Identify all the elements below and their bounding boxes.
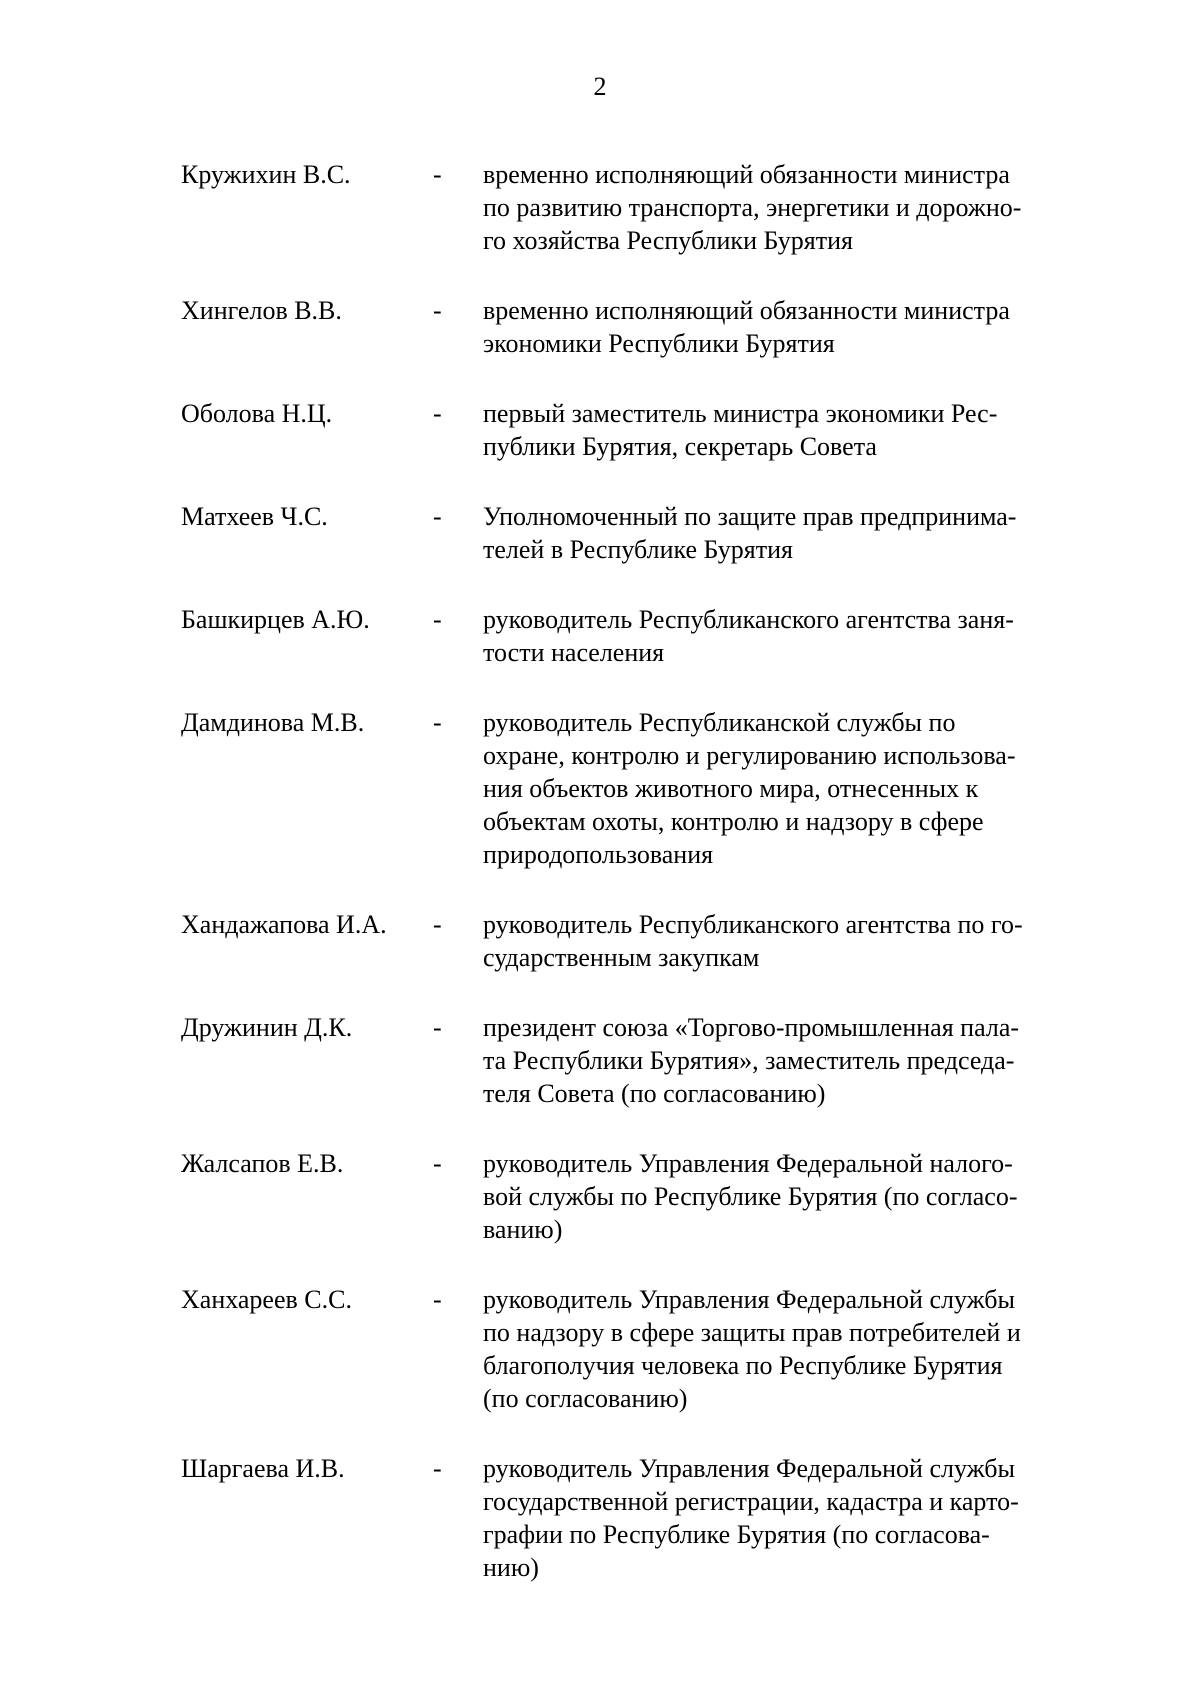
member-name: Ханхареев С.С. [181, 1285, 352, 1314]
member-row [181, 908, 1091, 974]
page-number: 2 [593, 72, 607, 101]
member-list [181, 158, 1091, 1621]
member-name: Хингелов В.В. [181, 296, 342, 325]
member-role: руководитель Управления Федеральной налого- вой службы по Республике Бурятия (по согласо- ванию) [483, 1149, 1018, 1244]
member-row [181, 397, 1091, 463]
member-role: руководитель Управления Федеральной службы государственной регистрации, кадастра и карто- графии по Республике Бурятия (по согласова- нию) [483, 1454, 1019, 1582]
member-role: временно исполняющий обязанности министра по развитию транспорта, энергетики и дорожно- го хозяйства Республики Бурятия [483, 160, 1022, 255]
member-role: руководитель Республиканского агентства заня- тости населения [483, 605, 1014, 667]
member-row [181, 1011, 1091, 1110]
member-row [181, 1283, 1091, 1415]
member-role: временно исполняющий обязанности министра экономики Республики Бурятия [483, 296, 1010, 358]
member-name: Шаргаева И.В. [181, 1454, 345, 1483]
dash-separator: - [433, 1285, 442, 1314]
dash-separator: - [433, 910, 442, 939]
member-name: Дамдинова М.В. [181, 708, 365, 737]
member-role: руководитель Республиканской службы по охране, контролю и регулированию использова- ния объектов животного мира, отнесенных к объектам охоты, контролю и надзору в сфере природопользования [483, 708, 1016, 869]
member-row [181, 294, 1091, 360]
dash-separator: - [433, 160, 442, 189]
member-row [181, 158, 1091, 257]
member-name: Жалсапов Е.В. [181, 1149, 344, 1178]
dash-separator: - [433, 1013, 442, 1042]
member-role: руководитель Республиканского агентства по го- сударственным закупкам [483, 910, 1023, 972]
dash-separator: - [433, 399, 442, 428]
member-name: Башкирцев А.Ю. [181, 605, 370, 634]
member-role: президент союза «Торгово-промышленная пала- та Республики Бурятия», заместитель председа- теля Совета (по согласованию) [483, 1013, 1020, 1108]
member-row [181, 706, 1091, 871]
member-role: руководитель Управления Федеральной службы по надзору в сфере защиты прав потребителей и благополучия человека по Республике Бурятия (по согласованию) [483, 1285, 1021, 1413]
member-name: Матхеев Ч.С. [181, 502, 328, 531]
member-row [181, 500, 1091, 566]
member-row [181, 603, 1091, 669]
member-role: первый заместитель министра экономики Рес- публики Бурятия, секретарь Совета [483, 399, 998, 461]
member-role: Уполномоченный по защите прав предпринима- телей в Республике Бурятия [483, 502, 1017, 564]
dash-separator: - [433, 296, 442, 325]
member-row [181, 1147, 1091, 1246]
dash-separator: - [433, 605, 442, 634]
member-name: Кружихин В.С. [181, 160, 351, 189]
dash-separator: - [433, 708, 442, 737]
member-name: Оболова Н.Ц. [181, 399, 333, 428]
member-row [181, 1452, 1091, 1584]
dash-separator: - [433, 502, 442, 531]
dash-separator: - [433, 1454, 442, 1483]
member-name: Хандажапова И.А. [181, 910, 387, 939]
member-name: Дружинин Д.К. [181, 1013, 353, 1042]
dash-separator: - [433, 1149, 442, 1178]
